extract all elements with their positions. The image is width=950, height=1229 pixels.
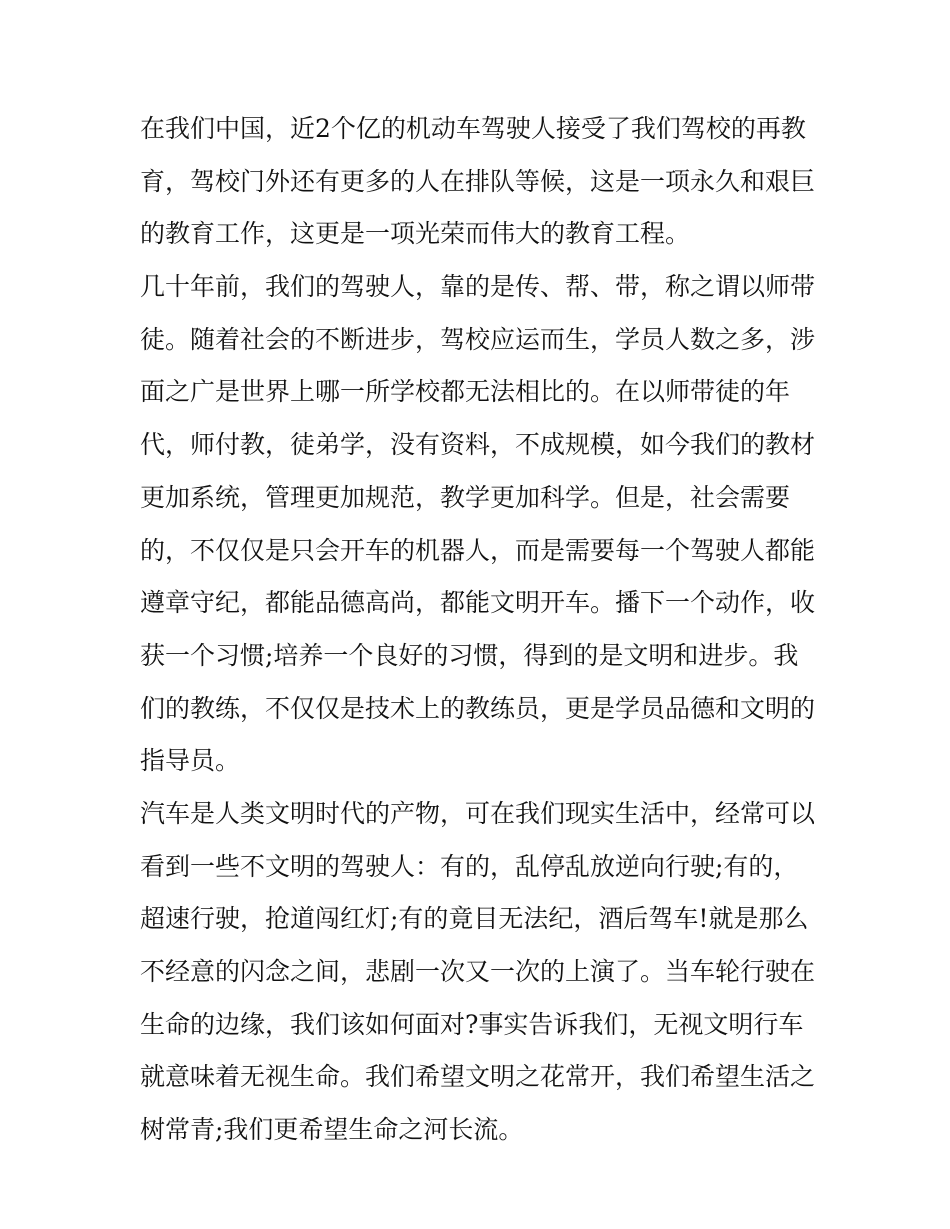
text-line: 的教育工作，这更是一项光荣而伟大的教育工程。 xyxy=(140,219,691,249)
text-line: 遵章守纪，都能品德高尚，都能文明开车。播下一个动作，收 xyxy=(140,588,816,618)
text-line: 在我们中国，近2个亿的机动车驾驶人接受了我们驾校的再教 xyxy=(140,114,806,143)
text-line: 们的教练，不仅仅是技术上的教练员，更是学员品德和文明的 xyxy=(140,693,816,723)
text-line: 超速行驶，抢道闯红灯;有的竟目无法纪，酒后驾车!就是那么 xyxy=(140,904,809,934)
text-line: 汽车是人类文明时代的产物，可在我们现实生活中，经常可以 xyxy=(140,798,816,828)
text-line: 获一个习惯;培养一个良好的习惯，得到的是文明和进步。我 xyxy=(140,640,799,670)
text-line: 就意味着无视生命。我们希望文明之花常开，我们希望生活之 xyxy=(140,1062,816,1092)
text-line: 育，驾校门外还有更多的人在排队等候，这是一项永久和艰巨 xyxy=(140,166,816,196)
text-line: 几十年前，我们的驾驶人，靠的是传、帮、带，称之谓以师带 xyxy=(140,272,816,302)
text-line: 指导员。 xyxy=(140,746,241,776)
text-line: 面之广是世界上哪一所学校都无法相比的。在以师带徒的年 xyxy=(140,377,791,407)
text-line: 不经意的闪念之间，悲剧一次又一次的上演了。当车轮行驶在 xyxy=(140,957,816,986)
text-line: 徒。随着社会的不断进步，驾校应运而生，学员人数之多，涉 xyxy=(140,324,816,354)
text-line: 看到一些不文明的驾驶人：有的，乱停乱放逆向行驶;有的， xyxy=(140,851,799,881)
text-line: 代，师付教，徒弟学，没有资料，不成规模，如今我们的教材 xyxy=(140,430,816,460)
document-body xyxy=(140,103,830,1157)
text-line: 更加系统，管理更加规范，教学更加科学。但是，社会需要 xyxy=(140,482,791,512)
text-line: 生命的边缘，我们该如何面对?事实告诉我们，无视文明行车 xyxy=(140,1009,804,1039)
paragraph-3 xyxy=(140,788,830,1157)
paragraph-1 xyxy=(140,103,830,261)
text-line: 的，不仅仅是只会开车的机器人，而是需要每一个驾驶人都能 xyxy=(140,535,816,565)
paragraph-2 xyxy=(140,261,830,788)
text-line: 树常青;我们更希望生命之河长流。 xyxy=(140,1115,524,1145)
